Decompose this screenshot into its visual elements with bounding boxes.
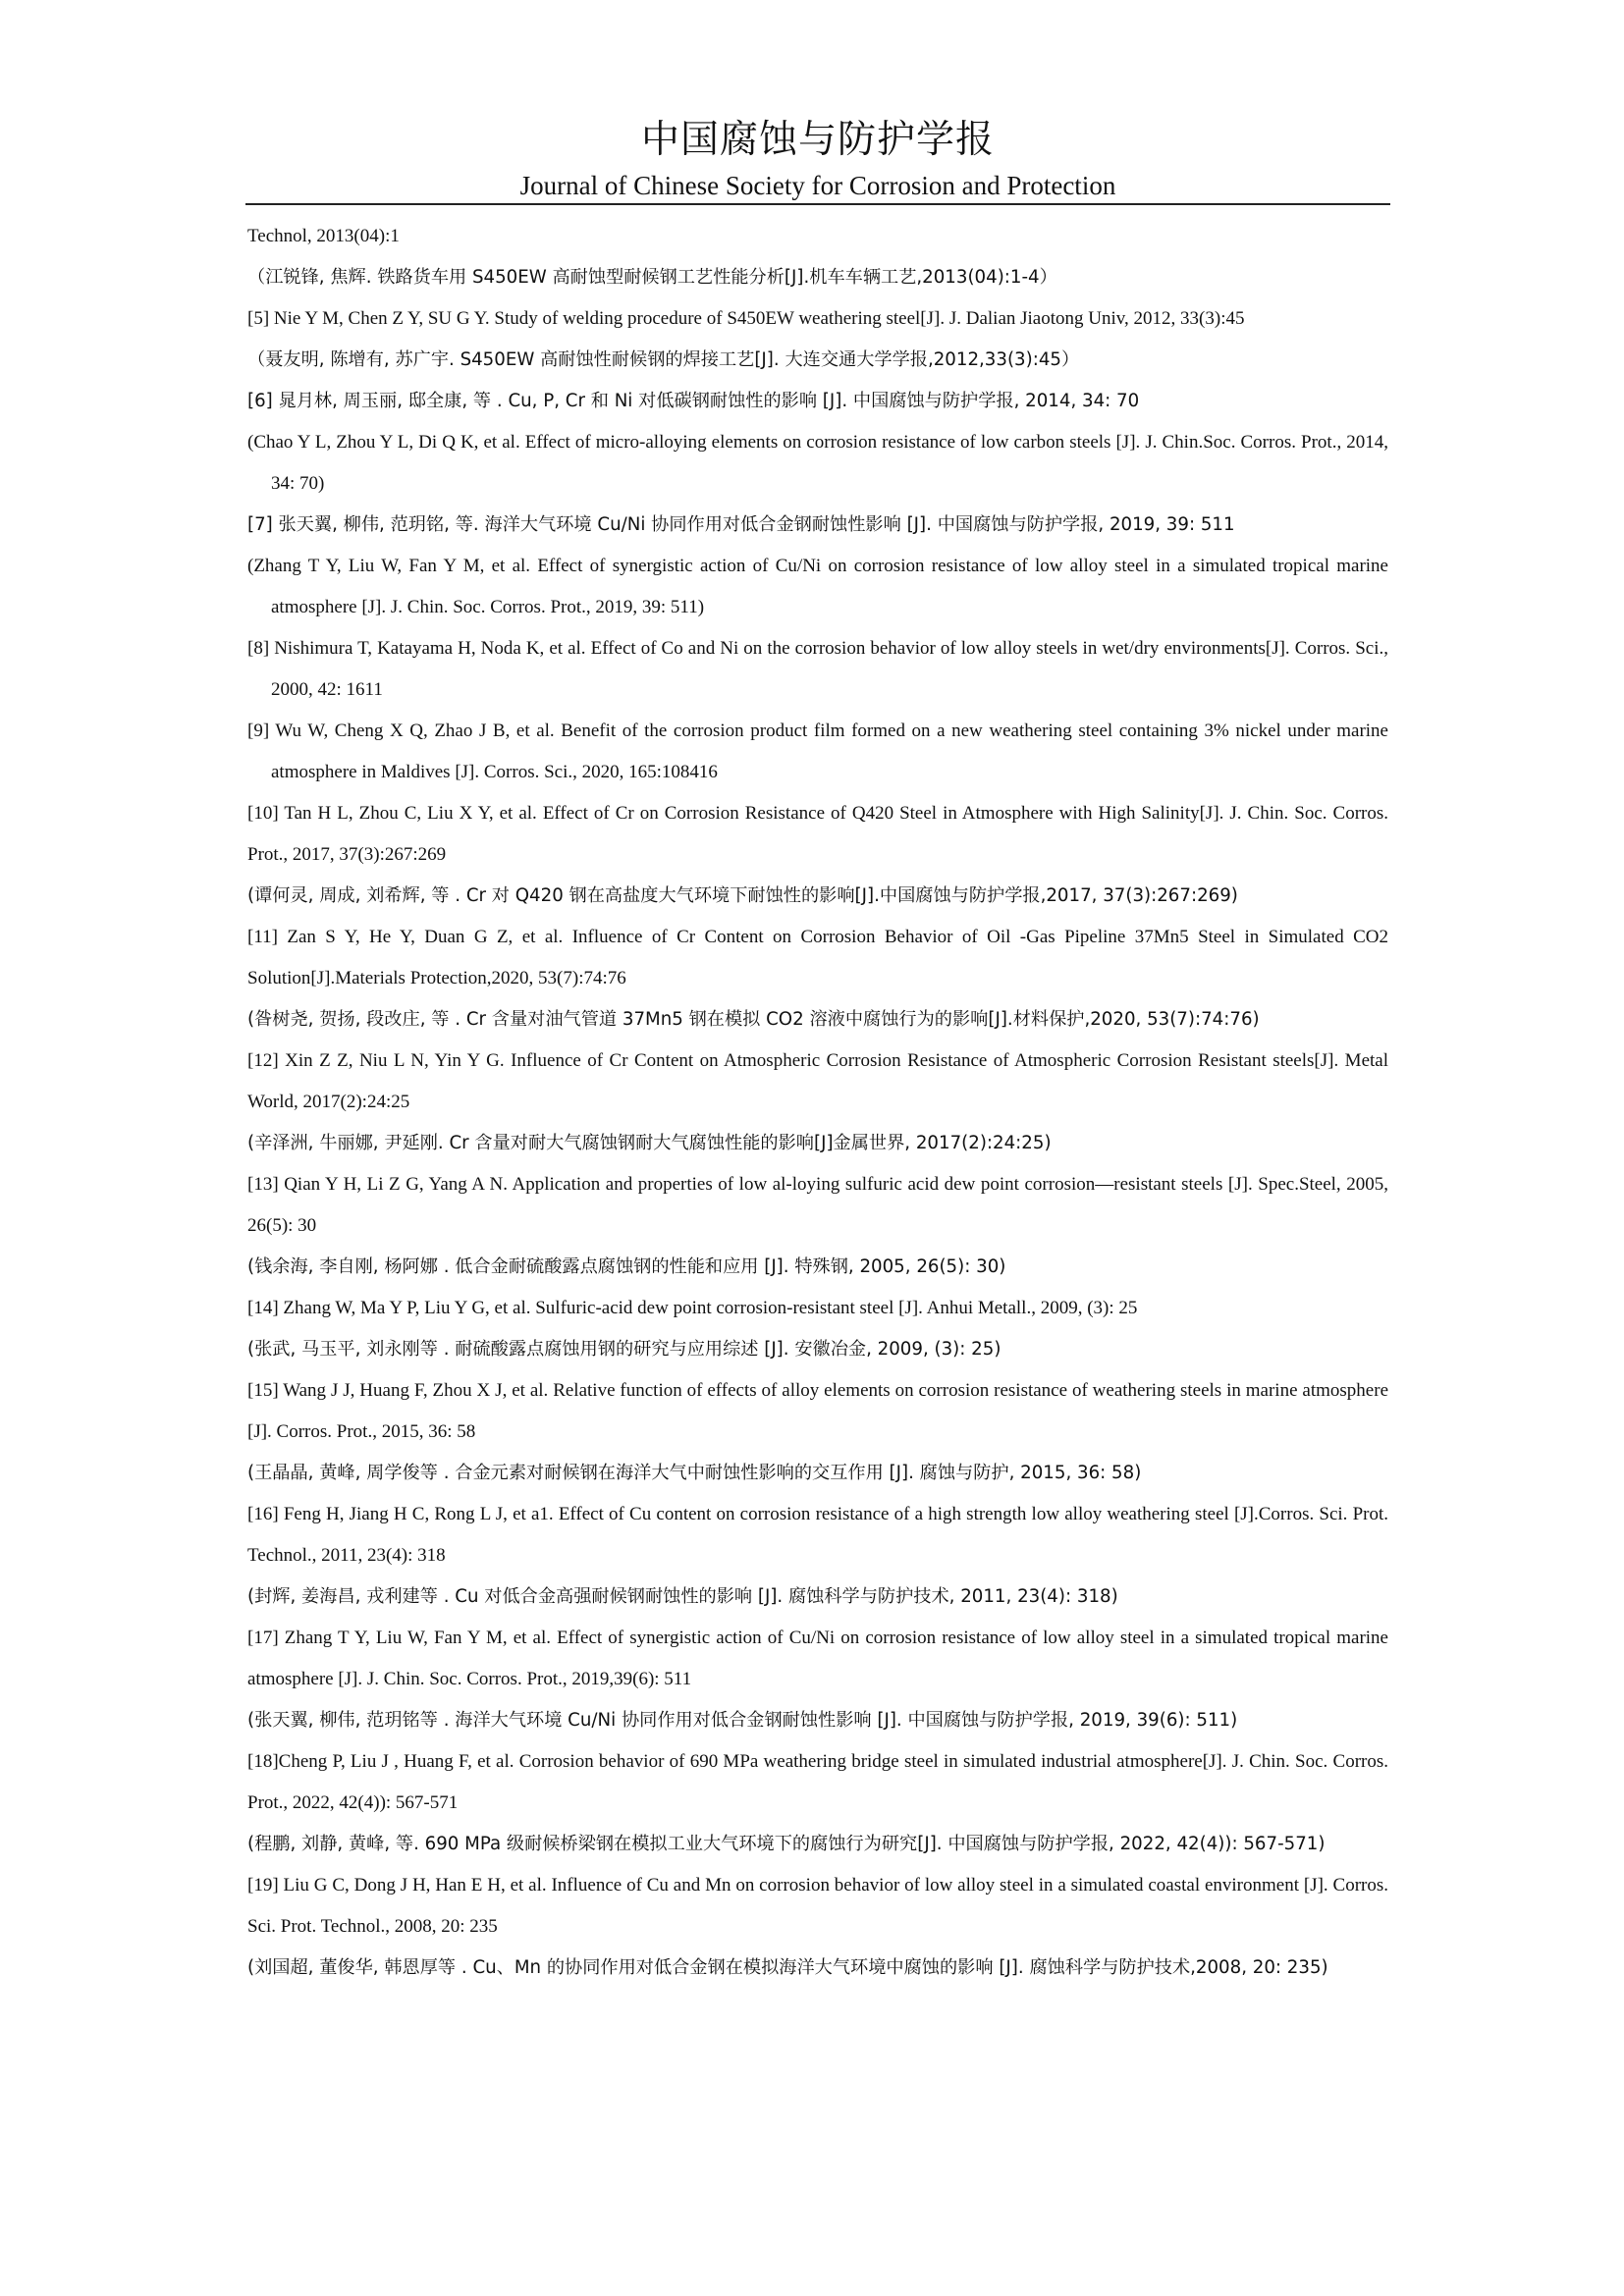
reference-entry: (刘国超, 董俊华, 韩恩厚等 . Cu、Mn 的协同作用对低合金钢在模拟海洋大气环境中腐蚀的影响 [J]. 腐蚀科学与防护技术,2008, 20: 235) [247,1957,1328,1978]
reference-entry: (张天翼, 柳伟, 范玥铭等 . 海洋大气环境 Cu/Ni 协同作用对低合金钢耐蚀性影响 [J]. 中国腐蚀与防护学报, 2019, 39(6): 511) [247,1710,1238,1731]
reference-entry: (封辉, 姜海昌, 戎利建等 . Cu 对低合金高强耐候钢耐蚀性的影响 [J]. 腐蚀科学与防护技术, 2011, 23(4): 318) [247,1586,1118,1607]
reference-entry: [12] Xin Z Z, Niu L N, Yin Y G. Influence of Cr Content on Atmospheric Corrosion Resistance of Atmospheric Corrosion Resistant steels[J]. Metal World, 2017(2):24:25 [247,1050,1388,1112]
reference-entry: [13] Qian Y H, Li Z G, Yang A N. Application and properties of low al‐loying sulfuric acid dew point corrosion—resistant steels [J]. Spec.Steel, 2005, 26(5): 30 [247,1174,1388,1236]
reference-entry: [16] Feng H, Jiang H C, Rong L J, et a1. Effect of Cu content on corrosion resistance of a high strength low alloy weathering steel [J].Corros. Sci. Prot. Technol., 2011, 23(4): 318 [247,1504,1388,1566]
reference-entry: (谭何灵, 周成, 刘希辉, 等 . Cr 对 Q420 钢在高盐度大气环境下耐蚀性的影响[J].中国腐蚀与防护学报,2017, 37(3):267:269) [247,885,1238,906]
reference-entry: [6] 晁月林, 周玉丽, 邸全康, 等 . Cu, P, Cr 和 Ni 对低碳钢耐蚀性的影响 [J]. 中国腐蚀与防护学报, 2014, 34: 70 [247,391,1140,411]
journal-title-chinese: 中国腐蚀与防护学报 [640,118,995,162]
reference-entry: （聂友明, 陈增有, 苏广宇. S450EW 高耐蚀性耐候钢的焊接工艺[J]. 大连交通大学学报,2012,33(3):45） [247,349,1080,370]
reference-entry: (张武, 马玉平, 刘永刚等 . 耐硫酸露点腐蚀用钢的研究与应用综述 [J]. 安徽冶金, 2009, (3): 25) [247,1339,1001,1360]
reference-entry: [14] Zhang W, Ma Y P, Liu Y G, et al. Sulfuric-acid dew point corrosion-resistant steel [J]. Anhui Metall., 2009, (3): 25 [247,1298,1138,1318]
reference-entry: (Zhang T Y, Liu W, Fan Y M, et al. Effect of synergistic action of Cu/Ni on corrosion resistance of low alloy steel in a simulated tropical marine atmosphere [J]. J. Chin. Soc. Corros. Prot., 2019, 39: 511) [247,556,1388,617]
reference-list [247,216,1388,1989]
journal-title-english: Journal of Chinese Society for Corrosion and Protection [519,171,1116,200]
reference-entry: [9] Wu W, Cheng X Q, Zhao J B, et al. Benefit of the corrosion product film formed on a new weathering steel containing 3% nickel under marine atmosphere in Maldives [J]. Corros. Sci., 2020, 165:108416 [247,721,1388,782]
reference-entry: [19] Liu G C, Dong J H, Han E H, et al. Influence of Cu and Mn on corrosion behavior of low alloy steel in a simulated coastal environment [J]. Corros. Sci. Prot. Technol., 2008, 20: 235 [247,1875,1388,1937]
reference-entry: [17] Zhang T Y, Liu W, Fan Y M, et al. Effect of synergistic action of Cu/Ni on corrosion resistance of low alloy steel in a simulated tropical marine atmosphere [J]. J. Chin. Soc. Corros. Prot., 2019,39(6): 511 [247,1628,1388,1689]
reference-entry: [11] Zan S Y, He Y, Duan G Z, et al. Influence of Cr Content on Corrosion Behavior of Oil -Gas Pipeline 37Mn5 Steel in Simulated CO2 Solution[J].Materials Protection,2020, 53(7):74:76 [247,927,1388,988]
reference-entry: (钱余海, 李自刚, 杨阿娜 . 低合金耐硫酸露点腐蚀钢的性能和应用 [J]. 特殊钢, 2005, 26(5): 30) [247,1256,1006,1277]
reference-entry: (王晶晶, 黄峰, 周学俊等 . 合金元素对耐候钢在海洋大气中耐蚀性影响的交互作用 [J]. 腐蚀与防护, 2015, 36: 58) [247,1463,1142,1483]
reference-entry: (昝树尧, 贺扬, 段改庄, 等 . Cr 含量对油气管道 37Mn5 钢在模拟 CO2 溶液中腐蚀行为的影响[J].材料保护,2020, 53(7):74:76) [247,1009,1260,1030]
reference-entry: [5] Nie Y M, Chen Z Y, SU G Y. Study of welding procedure of S450EW weathering steel[J]. J. Dalian Jiaotong Univ, 2012, 33(3):45 [247,308,1245,329]
reference-entry: (Chao Y L, Zhou Y L, Di Q K, et al. Effect of micro-alloying elements on corrosion resistance of low carbon steels [J]. J. Chin.Soc. Corros. Prot., 2014, 34: 70) [247,432,1388,494]
reference-entry: (程鹏, 刘静, 黄峰, 等. 690 MPa 级耐候桥梁钢在模拟工业大气环境下的腐蚀行为研究[J]. 中国腐蚀与防护学报, 2022, 42(4)): 567-571) [247,1834,1326,1854]
header-divider [245,203,1390,205]
reference-entry: [7] 张天翼, 柳伟, 范玥铭, 等. 海洋大气环境 Cu/Ni 协同作用对低合金钢耐蚀性影响 [J]. 中国腐蚀与防护学报, 2019, 39: 511 [247,514,1235,535]
reference-entry: [8] Nishimura T, Katayama H, Noda K, et al. Effect of Co and Ni on the corrosion behavior of low alloy steels in wet/dry environments[J]. Corros. Sci., 2000, 42: 1611 [247,638,1388,700]
reference-entry: [10] Tan H L, Zhou C, Liu X Y, et al. Effect of Cr on Corrosion Resistance of Q420 Steel in Atmosphere with High Salinity[J]. J. Chin. Soc. Corros. Prot., 2017, 37(3):267:269 [247,803,1388,865]
reference-entry: [18]Cheng P, Liu J , Huang F, et al. Corrosion behavior of 690 MPa weathering bridge steel in simulated industrial atmosphere[J]. J. Chin. Soc. Corros. Prot., 2022, 42(4)): 567-571 [247,1751,1388,1813]
reference-entry: Technol, 2013(04):1 [247,226,400,246]
reference-entry: (辛泽洲, 牛丽娜, 尹延刚. Cr 含量对耐大气腐蚀钢耐大气腐蚀性能的影响[J]金属世界, 2017(2):24:25) [247,1133,1052,1153]
reference-entry: （江锐锋, 焦辉. 铁路货车用 S450EW 高耐蚀型耐候钢工艺性能分析[J].机车车辆工艺,2013(04):1-4） [247,267,1057,288]
journal-header [245,116,1390,203]
reference-entry: [15] Wang J J, Huang F, Zhou X J, et al. Relative function of effects of alloy elements on corrosion resistance of weathering steels in marine atmosphere [J]. Corros. Prot., 2015, 36: 58 [247,1380,1388,1442]
